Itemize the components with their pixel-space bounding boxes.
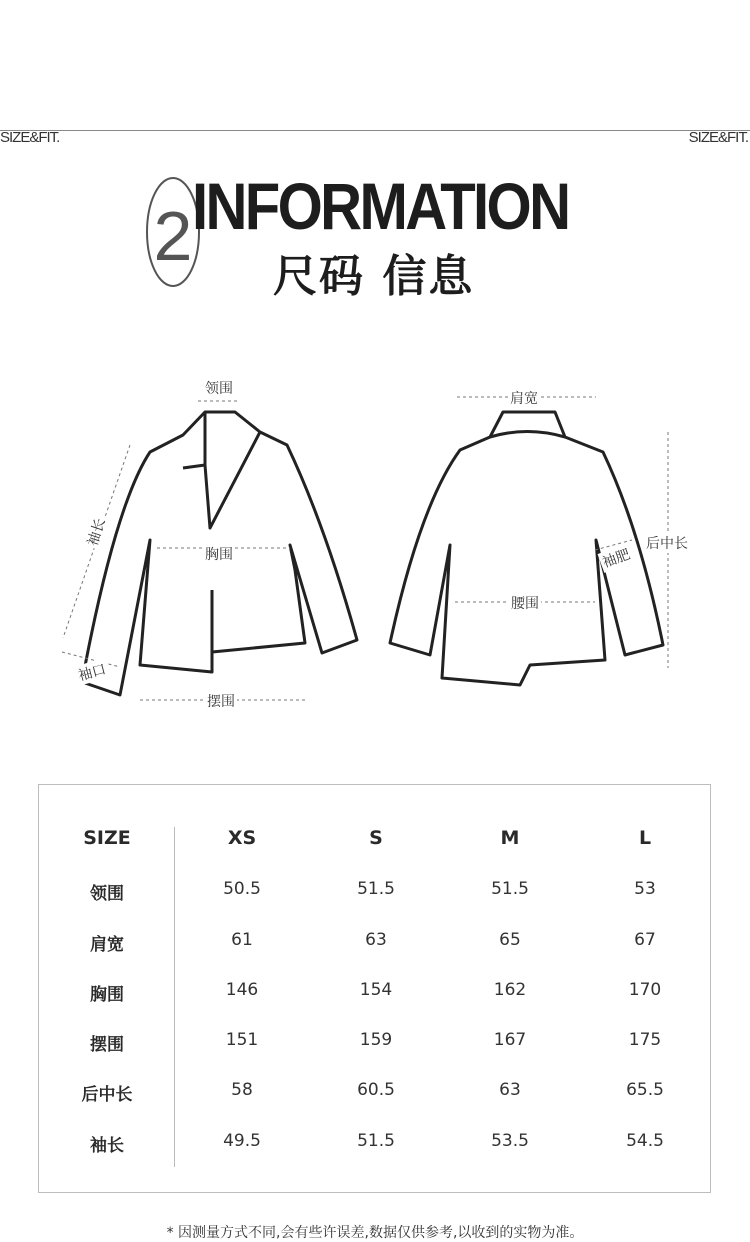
table-cell: 162: [493, 980, 527, 1000]
label-sleeve-length: 袖长: [82, 514, 111, 551]
table-cell: 146: [225, 980, 259, 1000]
row-label-chest: 胸围: [90, 985, 124, 1005]
table-cell: 58: [231, 1080, 253, 1100]
label-bicep: 袖肥: [598, 543, 635, 573]
size-table: [38, 784, 711, 1193]
garment-drawings: [0, 360, 750, 720]
title-english: INFORMATION: [192, 169, 569, 243]
table-cell: 49.5: [223, 1131, 261, 1151]
table-cell: 154: [359, 980, 393, 1000]
label-hem: 摆围: [205, 691, 237, 711]
section-number: 2: [153, 197, 193, 275]
table-header-l: L: [638, 827, 652, 849]
top-divider-line: [0, 130, 750, 131]
table-header-m: M: [500, 827, 520, 849]
size-fit-label-left: SIZE&FIT.: [0, 129, 60, 146]
table-cell: 51.5: [357, 879, 395, 899]
row-label-sleeve-length: 袖长: [90, 1136, 124, 1156]
table-header-xs: XS: [227, 827, 257, 849]
label-chest: 胸围: [203, 544, 235, 564]
table-cell: 65.5: [626, 1080, 664, 1100]
table-cell: 53: [634, 879, 656, 899]
table-cell: 159: [359, 1030, 393, 1050]
table-cell: 63: [365, 930, 387, 950]
front-jacket-lapel: [183, 412, 260, 528]
back-jacket-collar: [490, 432, 565, 438]
row-label-back-length: 后中长: [81, 1085, 133, 1105]
table-cell: 51.5: [491, 879, 529, 899]
table-header-s: S: [369, 827, 383, 849]
table-header-size: SIZE: [83, 827, 131, 849]
table-cell: 63: [499, 1080, 521, 1100]
label-back-length: 后中长: [644, 533, 690, 553]
table-cell: 167: [493, 1030, 527, 1050]
measurement-disclaimer: * 因测量方式不同,会有些许误差,数据仅供参考,以收到的实物为准。: [166, 1225, 584, 1241]
table-cell: 51.5: [357, 1131, 395, 1151]
table-cell: 65: [499, 930, 521, 950]
table-cell: 175: [628, 1030, 662, 1050]
label-cuff: 袖口: [74, 658, 110, 686]
label-waist: 腰围: [509, 593, 541, 613]
table-cell: 61: [231, 930, 253, 950]
title-chinese: 尺码 信息: [273, 251, 475, 302]
size-fit-label-right: SIZE&FIT.: [688, 129, 748, 146]
garment-measurement-diagram: [0, 360, 750, 720]
row-label-shoulder: 肩宽: [90, 935, 124, 955]
label-collar: 领围: [203, 378, 235, 398]
row-label-collar: 领围: [90, 884, 124, 904]
table-cell: 67: [634, 930, 656, 950]
table-cell: 50.5: [223, 879, 261, 899]
label-shoulder: 肩宽: [508, 388, 540, 408]
table-cell: 151: [225, 1030, 259, 1050]
table-cell: 60.5: [357, 1080, 395, 1100]
row-label-hem: 摆围: [90, 1035, 124, 1055]
table-column-divider: [174, 827, 175, 1167]
table-cell: 53.5: [491, 1131, 529, 1151]
table-cell: 54.5: [626, 1131, 664, 1151]
table-cell: 170: [628, 980, 662, 1000]
